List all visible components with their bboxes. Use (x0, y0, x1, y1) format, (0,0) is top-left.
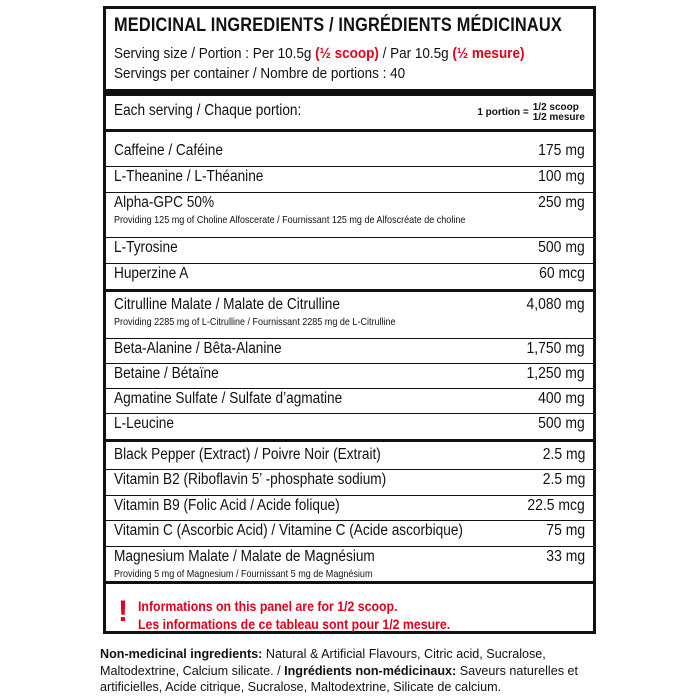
warning-icon: ! (118, 595, 128, 628)
row-divider (106, 388, 593, 389)
ingredient-note: Providing 125 mg of Choline Alfoscerate / Fournissant 125 mg de Alfoscréate de choline (114, 214, 466, 226)
portion-equivalence (477, 103, 585, 123)
ingredient-amount: 4,080 mg (526, 296, 585, 313)
row-divider (106, 192, 593, 193)
warning-line-en: Informations on this panel are for 1/2 scoop. (138, 598, 398, 614)
portion-label: 1 portion = (477, 107, 529, 118)
serving-scoop: (½ scoop) (315, 45, 379, 62)
ingredient-amount: 100 mg (538, 168, 585, 185)
ingredient-name: Citrulline Malate / Malate de Citrulline (114, 296, 340, 313)
ingredient-name: Black Pepper (Extract) / Poivre Noir (Extrait) (114, 446, 381, 463)
non-medicinal-text-fr: Saveurs naturelles et artificielles, Acide citrique, Sucralose, Maltodextrine, Silicate de calcium. (100, 663, 579, 694)
ingredient-name: Vitamin B9 (Folic Acid / Acide folique) (114, 497, 340, 514)
ingredient-amount: 1,250 mg (526, 365, 585, 382)
ingredient-note: Providing 2285 mg of L-Citrulline / Fournissant 2285 mg de L-Citrulline (114, 316, 396, 328)
ingredient-amount: 175 mg (538, 142, 585, 159)
ingredient-amount: 1,750 mg (526, 340, 585, 357)
serving-size-text: Serving size / Portion : Per 10.5g (114, 45, 316, 62)
ingredient-name: L-Tyrosine (114, 239, 178, 256)
serving-mesure: (½ mesure) (452, 45, 525, 62)
ingredient-name: Beta-Alanine / Bêta-Alanine (114, 340, 282, 357)
serving-size-mid: / Par 10.5g (378, 45, 453, 62)
portion-scoop: 1/2 scoop (532, 102, 579, 113)
ingredient-amount: 250 mg (538, 194, 585, 211)
ingredient-amount: 75 mg (546, 522, 585, 539)
ingredient-note: Providing 5 mg of Magnesium / Fournissant 5 mg de Magnésium (114, 568, 373, 580)
ingredient-name: Huperzine A (114, 265, 189, 282)
row-divider (106, 520, 593, 521)
divider-thick (106, 89, 593, 96)
divider-mid (106, 129, 593, 132)
ingredient-name: Vitamin B2 (Riboflavin 5’ -phosphate sodium) (114, 471, 387, 488)
ingredient-name: Agmatine Sulfate / Sulfate d’agmatine (114, 390, 343, 407)
row-divider (106, 413, 593, 414)
serving-size-line (114, 45, 524, 62)
non-medicinal-label-fr: Ingrédients non-médicinaux: (284, 663, 457, 678)
ingredient-amount: 22.5 mcg (527, 497, 585, 514)
servings-per-container: Servings per container / Nombre de portions : 40 (114, 65, 406, 82)
non-medicinal-text-en: Natural & Artificial Flavours, Citric acid, Sucralose, Maltodextrine, Calcium silicate. / (100, 647, 546, 678)
ingredient-name: Vitamin C (Ascorbic Acid) / Vitamine C (Acide ascorbique) (114, 522, 463, 539)
panel-title: MEDICINAL INGREDIENTS / INGRÉDIENTS MÉDICINAUX (114, 15, 562, 36)
row-divider (106, 338, 593, 339)
ingredient-amount: 33 mg (546, 548, 585, 565)
warning-line-fr: Les informations de ce tableau sont pour 1/2 mesure. (138, 616, 451, 632)
ingredient-amount: 500 mg (538, 415, 585, 432)
ingredient-amount: 500 mg (538, 239, 585, 256)
ingredient-name: Caffeine / Caféine (114, 142, 223, 159)
row-divider (106, 495, 593, 496)
row-divider (106, 237, 593, 238)
row-divider (106, 439, 593, 442)
each-serving-label: Each serving / Chaque portion: (114, 102, 302, 119)
divider-mid (106, 581, 593, 584)
row-divider (106, 166, 593, 167)
non-medicinal-ingredients (100, 646, 600, 696)
ingredient-name: L-Theanine / L-Théanine (114, 168, 264, 185)
row-divider (106, 263, 593, 264)
ingredient-name: Alpha-GPC 50% (114, 194, 215, 211)
row-divider (106, 546, 593, 547)
medicinal-ingredients-panel (103, 6, 596, 634)
row-divider (106, 289, 593, 292)
ingredient-name: Magnesium Malate / Malate de Magnésium (114, 548, 375, 565)
ingredient-amount: 400 mg (538, 390, 585, 407)
row-divider (106, 469, 593, 470)
ingredient-amount: 2.5 mg (542, 471, 585, 488)
portion-mesure: 1/2 mesure (532, 112, 585, 123)
ingredient-amount: 60 mcg (539, 265, 585, 282)
ingredient-amount: 2.5 mg (542, 446, 585, 463)
ingredient-name: Betaine / Bétaïne (114, 365, 219, 382)
row-divider (106, 363, 593, 364)
non-medicinal-label-en: Non-medicinal ingredients: (100, 647, 263, 661)
ingredient-name: L-Leucine (114, 415, 174, 432)
